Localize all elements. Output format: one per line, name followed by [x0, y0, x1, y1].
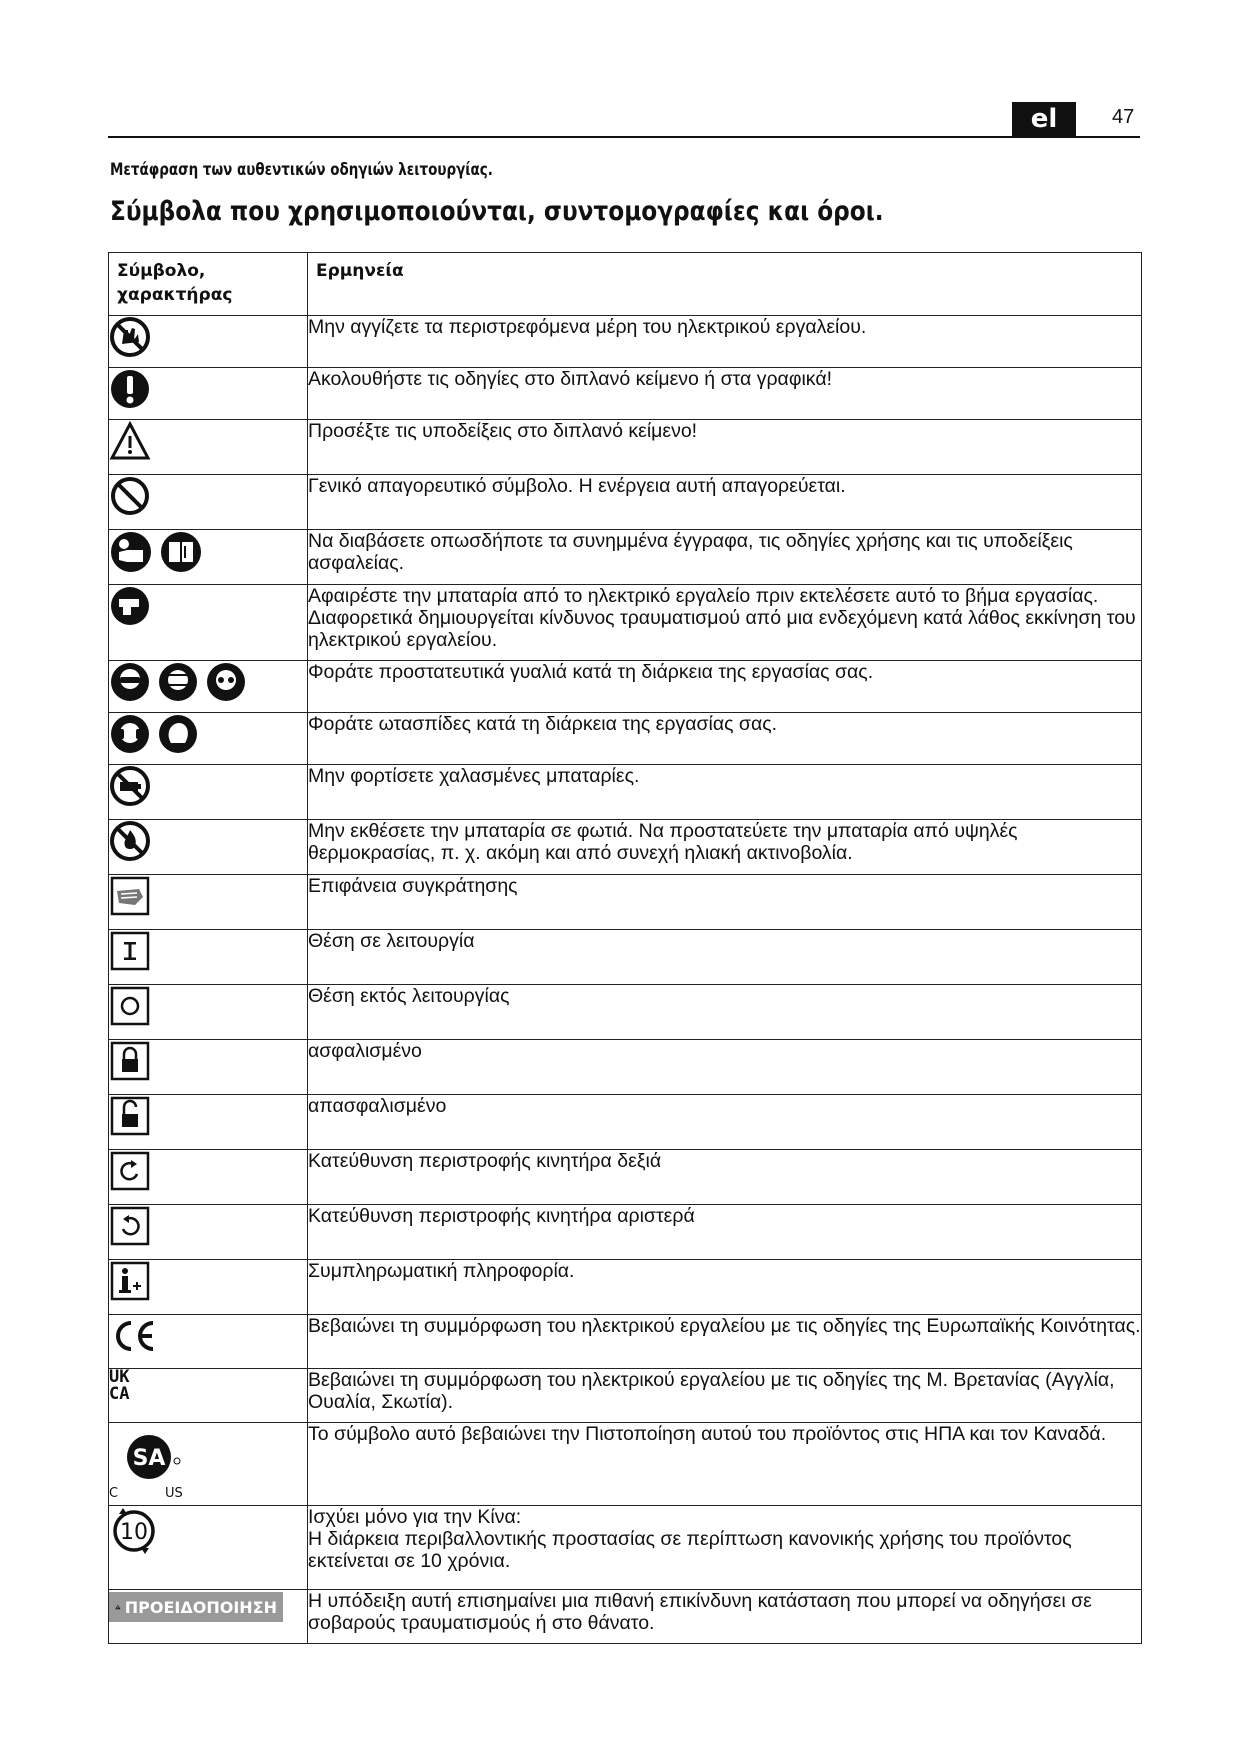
no-fire-battery-icon — [109, 820, 151, 862]
ce-mark-icon — [109, 1315, 159, 1357]
row-text: Το σύμβολο αυτό βεβαιώνει την Πιστοποίηση αυτού του προϊόντος στις ΗΠΑ και τον Καναδά. — [308, 1423, 1142, 1506]
warning-label-icon — [109, 1592, 283, 1622]
svg-text:SA: SA — [132, 1446, 166, 1471]
table-row — [109, 1423, 1142, 1506]
prohibition-icon — [109, 475, 151, 517]
table-row — [109, 1260, 1142, 1315]
warning-triangle-icon — [109, 420, 151, 462]
csa-mark-icon — [109, 1423, 189, 1499]
table-row — [109, 1040, 1142, 1095]
row-text: Μην εκθέσετε την μπαταρία σε φωτιά. Να προστατεύετε την μπαταρία από υψηλές θερμοκρασίας, π. χ. ακόμη και από συνεχή ηλιακή ακτινοβολία. — [308, 820, 1142, 875]
row-text: Μην φορτίσετε χαλασμένες μπαταρίες. — [308, 765, 1142, 820]
remove-battery-icon — [109, 585, 151, 627]
row-text: Κατεύθυνση περιστροφής κινητήρα αριστερά — [308, 1205, 1142, 1260]
table-row — [109, 713, 1142, 765]
csa-us-text: US — [165, 1486, 183, 1499]
row-text: Προσέξτε τις υποδείξεις στο διπλανό κείμενο! — [308, 420, 1142, 475]
row-text: Ακολουθήστε τις οδηγίες στο διπλανό κείμενο ή στα γραφικά! — [308, 368, 1142, 420]
table-row — [109, 1205, 1142, 1260]
table-row — [109, 368, 1142, 420]
row-text: Βεβαιώνει τη συμμόρφωση του ηλεκτρικού εργαλείου με τις οδηγίες της Ευρωπαϊκής Κοινότητας. — [308, 1315, 1142, 1369]
rotation-left-icon — [109, 1205, 151, 1247]
eye-protection-icon — [109, 661, 151, 703]
page-number: 47 — [1112, 106, 1135, 128]
language-badge: el — [1012, 102, 1076, 136]
no-charge-damaged-battery-icon — [109, 765, 151, 807]
unlocked-icon — [109, 1095, 151, 1137]
row-text: Επιφάνεια συγκράτησης — [308, 875, 1142, 930]
ukca-text-1: UK — [109, 1367, 130, 1387]
table-row — [109, 475, 1142, 530]
row-text: απασφαλισμένο — [308, 1095, 1142, 1150]
column-header-meaning: Ερμηνεία — [308, 253, 1142, 316]
row-text: Φοράτε προστατευτικά γυαλιά κατά τη διάρκεια της εργασίας σας. — [308, 661, 1142, 713]
china-epup-10-icon — [109, 1506, 159, 1556]
ukca-mark-icon — [109, 1369, 307, 1403]
table-row — [109, 1315, 1142, 1369]
safety-goggles-icon — [205, 661, 247, 703]
table-row — [109, 1150, 1142, 1205]
epup-number: 10 — [120, 1520, 148, 1545]
row-text: Κατεύθυνση περιστροφής κινητήρα δεξιά — [308, 1150, 1142, 1205]
table-row — [109, 875, 1142, 930]
table-header-row — [109, 253, 1142, 316]
locked-icon — [109, 1040, 151, 1082]
table-row — [109, 316, 1142, 368]
table-row — [109, 1590, 1142, 1644]
warning-triangle-small-icon — [115, 1598, 121, 1616]
ukca-text-2: CA — [109, 1384, 130, 1404]
document-subtitle: Μετάφραση των αυθεντικών οδηγιών λειτουργίας. — [110, 160, 493, 180]
table-row — [109, 930, 1142, 985]
read-manual-icon — [109, 530, 153, 574]
row-text: Ισχύει μόνο για την Κίνα: Η διάρκεια περιβαλλοντικής προστασίας σε περίπτωση κανονικής χρήσης του προϊόντος εκτείνεται σε 10 χρόνια. — [308, 1506, 1142, 1590]
rotation-right-icon — [109, 1150, 151, 1192]
mandatory-action-icon — [109, 368, 151, 410]
csa-c-text: C — [109, 1486, 119, 1499]
row-text: ασφαλισμένο — [308, 1040, 1142, 1095]
row-text: Να διαβάσετε οπωσδήποτε τα συνημμένα έγγραφα, τις οδηγίες χρήσης και τις υποδείξεις ασφαλείας. — [308, 530, 1142, 585]
table-row — [109, 585, 1142, 661]
switch-off-icon — [109, 985, 151, 1027]
table-row — [109, 661, 1142, 713]
manual-book-icon — [159, 530, 203, 574]
table-row — [109, 530, 1142, 585]
page-title: Σύμβολα που χρησιμοποιούνται, συντομογραφίες και όροι. — [110, 196, 884, 227]
table-row — [109, 420, 1142, 475]
row-text: Βεβαιώνει τη συμμόρφωση του ηλεκτρικού εργαλείου με τις οδηγίες της Μ. Βρετανίας (Αγγλία, Ουαλία, Σκωτία). — [308, 1369, 1142, 1423]
row-text: Αφαιρέστε την μπαταρία από το ηλεκτρικό εργαλείο πριν εκτελέσετε αυτό το βήμα εργασίας. Διαφορετικά δημιουργείται κίνδυνος τραυματισμού από μια ενδεχόμενη κατά λάθος εκκίνηση του ηλεκτρικού εργαλείου. — [308, 585, 1142, 661]
row-text: Συμπληρωματική πληροφορία. — [308, 1260, 1142, 1315]
no-touch-rotating-icon — [109, 316, 151, 358]
switch-on-icon — [109, 930, 151, 972]
warning-label-text: ΠΡΟΕΙΔΟΠΟΙΗΣΗ — [124, 1597, 277, 1617]
hearing-protection-icon — [157, 713, 199, 755]
table-row — [109, 820, 1142, 875]
row-text: Θέση εκτός λειτουργίας — [308, 985, 1142, 1040]
row-text: Μην αγγίζετε τα περιστρεφόμενα μέρη του ηλεκτρικού εργαλείου. — [308, 316, 1142, 368]
row-text: Γενικό απαγορευτικό σύμβολο. Η ενέργεια αυτή απαγορεύεται. — [308, 475, 1142, 530]
table-row — [109, 1506, 1142, 1590]
ear-protection-icon — [109, 713, 151, 755]
row-text: Φοράτε ωτασπίδες κατά τη διάρκεια της εργασίας σας. — [308, 713, 1142, 765]
table-row — [109, 1095, 1142, 1150]
row-text: Η υπόδειξη αυτή επισημαίνει μια πιθανή επικίνδυνη κατάσταση που μπορεί να οδηγήσει σε σοβαρούς τραυματισμούς ή στο θάνατο. — [308, 1590, 1142, 1644]
symbols-table — [108, 252, 1142, 1644]
info-plus-icon — [109, 1260, 151, 1302]
header-rule — [108, 136, 1140, 138]
face-shield-icon — [157, 661, 199, 703]
table-row — [109, 765, 1142, 820]
table-row — [109, 985, 1142, 1040]
column-header-symbol: Σύμβολο, χαρακτήρας — [109, 253, 308, 316]
grip-surface-icon — [109, 875, 151, 917]
table-row — [109, 1369, 1142, 1423]
row-text: Θέση σε λειτουργία — [308, 930, 1142, 985]
